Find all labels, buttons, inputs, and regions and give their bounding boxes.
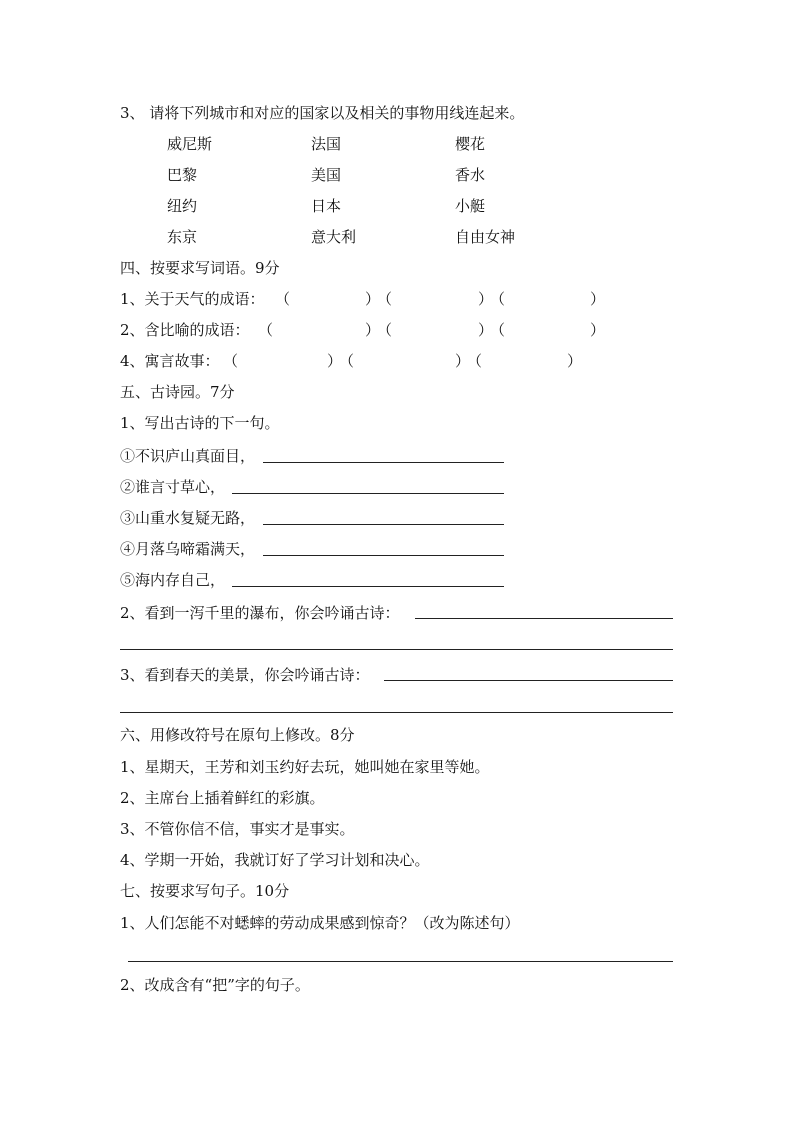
city-item: 巴黎 [167, 166, 198, 184]
section5-heading: 五、古诗园。7分 [120, 383, 235, 401]
poem-line: ⑤海内存自己， [120, 571, 226, 589]
poem-line: ④月落乌啼霜满天， [120, 540, 256, 558]
section7-heading: 七、按要求写句子。10分 [120, 882, 290, 900]
correction-sentence: 1、星期天，王芳和刘玉约好去玩，她叫她在家里等她。 [120, 758, 490, 776]
thing-item: 樱花 [455, 135, 486, 153]
city-item: 威尼斯 [167, 135, 213, 153]
poem-line: ②谁言寸草心， [120, 478, 226, 496]
sentence-question-1: 1、人们怎能不对蟋蟀的劳动成果感到惊奇？（改为陈述句） [120, 914, 520, 932]
row-label: 2、含比喻的成语： [120, 321, 250, 339]
thing-item: 自由女神 [455, 228, 516, 246]
row-label: 1、关于天气的成语： [120, 290, 265, 308]
country-item: 意大利 [311, 228, 357, 246]
close-paren: ） [365, 290, 381, 308]
correction-sentence: 3、不管你信不信，事实才是事实。 [120, 820, 355, 838]
answer-blank[interactable] [232, 586, 504, 587]
section6-heading: 六、用修改符号在原句上修改。8分 [120, 726, 355, 744]
answer-blank[interactable] [415, 618, 673, 619]
correction-sentence: 2、主席台上插着鲜红的彩旗。 [120, 789, 325, 807]
close-paren: ） [590, 290, 606, 308]
open-paren: （ [490, 321, 506, 339]
close-paren: ） [365, 321, 381, 339]
poem-subheading: 1、写出古诗的下一句。 [120, 414, 280, 432]
answer-rule[interactable] [120, 712, 673, 713]
open-paren: （ [223, 352, 239, 370]
open-paren: （ [490, 290, 506, 308]
answer-blank[interactable] [263, 555, 504, 556]
poem-line: ③山重水复疑无路， [120, 509, 256, 527]
close-paren: ） [455, 352, 471, 370]
correction-sentence: 4、学期一开始，我就订好了学习计划和决心。 [120, 851, 430, 869]
answer-blank[interactable] [384, 680, 673, 681]
close-paren: ） [327, 352, 343, 370]
country-item: 日本 [311, 197, 342, 215]
city-item: 纽约 [167, 197, 198, 215]
city-item: 东京 [167, 228, 198, 246]
idiom-row-metaphor [120, 320, 680, 340]
fable-row [120, 351, 680, 371]
open-paren: （ [275, 290, 291, 308]
close-paren: ） [478, 321, 494, 339]
country-item: 美国 [311, 166, 342, 184]
answer-rule[interactable] [120, 649, 673, 650]
sentence-question-2: 2、改成含有“把”字的句子。 [120, 976, 310, 994]
answer-blank[interactable] [263, 524, 504, 525]
q3-instruction: 3、 请将下列城市和对应的国家以及相关的事物用线连起来。 [120, 104, 525, 122]
answer-blank[interactable] [263, 462, 504, 463]
open-paren: （ [377, 290, 393, 308]
open-paren: （ [467, 352, 483, 370]
thing-item: 小艇 [455, 197, 486, 215]
section4-heading: 四、按要求写词语。9分 [120, 259, 280, 277]
answer-rule[interactable] [128, 961, 673, 962]
close-paren: ） [590, 321, 606, 339]
close-paren: ） [478, 290, 494, 308]
spring-question: 3、看到春天的美景，你会吟诵古诗： [120, 666, 370, 684]
answer-blank[interactable] [232, 493, 504, 494]
thing-item: 香水 [455, 166, 486, 184]
poem-line: ①不识庐山真面目， [120, 447, 256, 465]
idiom-row-weather [120, 289, 680, 309]
open-paren: （ [258, 321, 274, 339]
country-item: 法国 [311, 135, 342, 153]
open-paren: （ [339, 352, 355, 370]
open-paren: （ [377, 321, 393, 339]
row-label: 4、寓言故事： [120, 352, 220, 370]
waterfall-question: 2、看到一泻千里的瀑布，你会吟诵古诗： [120, 604, 400, 622]
close-paren: ） [567, 352, 583, 370]
